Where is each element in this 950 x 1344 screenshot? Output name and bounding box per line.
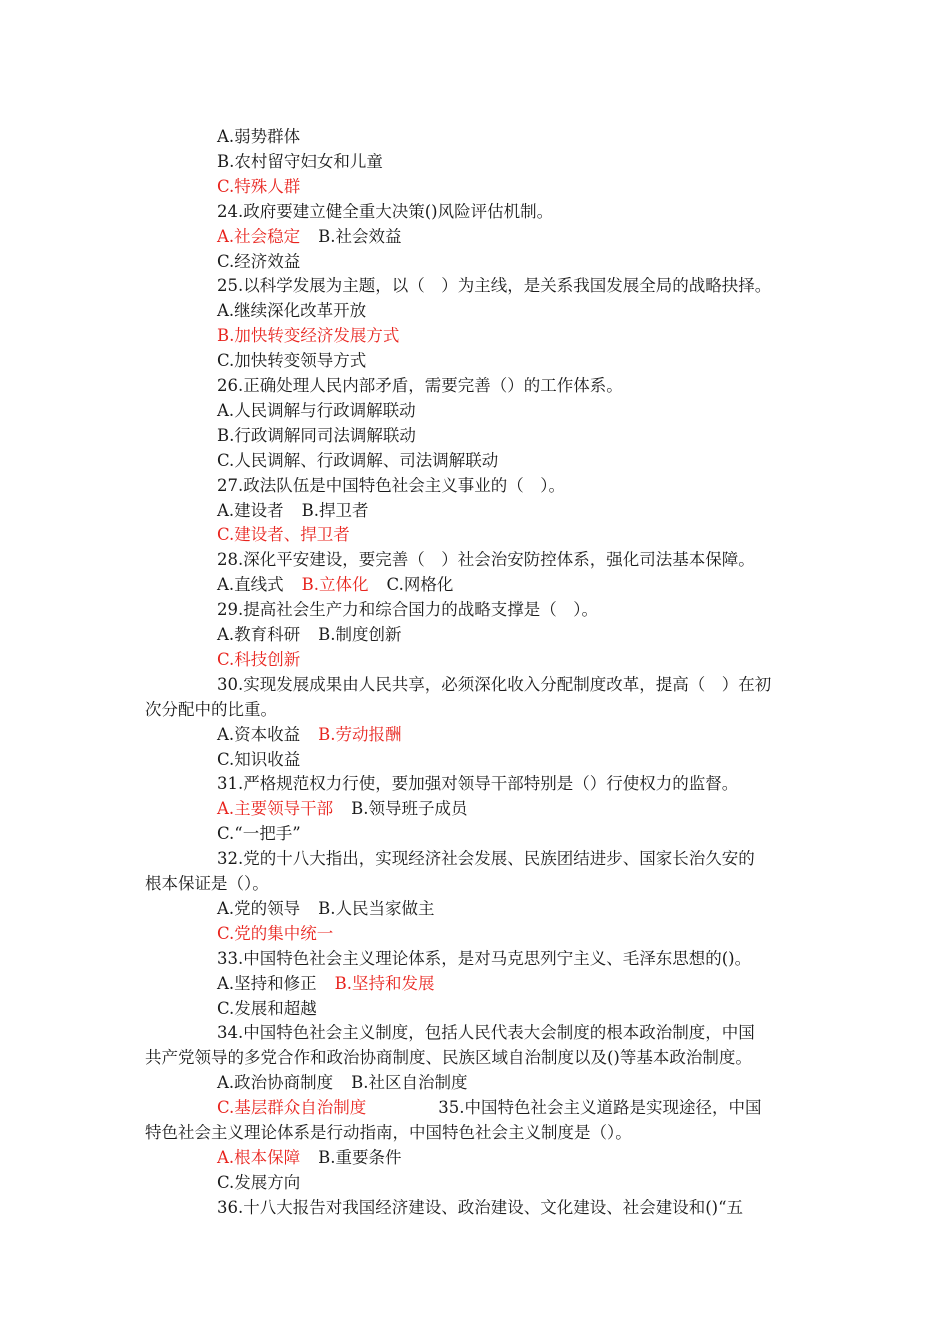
text-line <box>217 224 402 249</box>
text-segment: 32.党的十八大指出，实现经济社会发展、民族团结进步、国家长治久安的 <box>217 849 755 869</box>
text-segment: C.人民调解、行政调解、司法调解联动 <box>217 450 499 470</box>
text-line <box>217 298 366 323</box>
text-line <box>217 921 333 946</box>
answer-option-highlighted: A.根本保障 <box>217 1147 301 1167</box>
answer-option-highlighted: C.特殊人群 <box>217 176 301 196</box>
answer-option-highlighted: A.社会稳定 <box>217 226 301 246</box>
answer-option-highlighted: B.加快转变经济发展方式 <box>217 326 400 346</box>
text-segment: 共产党领导的多党合作和政治协商制度、民族区域自治制度以及()等基本政治制度。 <box>145 1048 752 1068</box>
text-segment: 根本保证是（）。 <box>145 874 269 893</box>
text-line <box>217 1020 755 1045</box>
text-line <box>217 1095 762 1120</box>
text-line <box>217 647 300 672</box>
text-segment: 特色社会主义理论体系是行动指南，中国特色社会主义制度是（）。 <box>145 1123 632 1142</box>
text-segment: B.农村留守妇女和儿童 <box>217 151 383 171</box>
text-line <box>217 448 498 473</box>
text-line <box>217 547 755 572</box>
text-segment: 31.严格规范权力行使，要加强对领导干部特别是（）行使权力的监督。 <box>217 774 739 794</box>
answer-option-highlighted: A.主要领导干部 <box>217 799 334 819</box>
text-line <box>217 522 350 547</box>
text-segment: 35.中国特色社会主义道路是实现途径，中国 <box>438 1098 762 1118</box>
answer-option-highlighted: B.立体化 <box>301 575 369 595</box>
text-line <box>217 622 402 647</box>
text-line <box>217 199 553 224</box>
text-line <box>217 373 623 398</box>
text-segment: 25.以科学发展为主题，以（ ）为主线，是关系我国发展全局的战略抉择。 <box>217 276 772 296</box>
text-line <box>145 697 277 722</box>
text-line <box>217 796 468 821</box>
text-segment: 36.十八大报告对我国经济建设、政治建设、文化建设、社会建设和()“五 <box>217 1197 744 1217</box>
text-segment: 26.正确处理人民内部矛盾，需要完善（）的工作体系。 <box>217 376 623 395</box>
text-segment: A.资本收益 <box>217 724 301 744</box>
text-line <box>217 821 301 846</box>
text-segment: C.加快转变领导方式 <box>217 351 367 371</box>
text-line <box>217 846 755 871</box>
text-segment: C.知识收益 <box>217 749 301 769</box>
answer-option-highlighted: C.建设者、捍卫者 <box>217 525 350 545</box>
text-segment: A.党的领导 <box>217 898 301 918</box>
text-segment: A.人民调解与行政调解联动 <box>217 400 416 420</box>
text-line <box>217 348 366 373</box>
text-line <box>217 747 300 772</box>
text-segment: 29.提高社会生产力和综合国力的战略支撑是（ ）。 <box>217 600 598 620</box>
answer-option-highlighted: C.党的集中统一 <box>217 923 334 943</box>
text-line <box>217 273 771 298</box>
text-segment: C.网格化 <box>386 575 454 595</box>
text-line <box>217 771 738 796</box>
text-segment: C.“一把手” <box>217 824 301 844</box>
text-segment: A.继续深化改革开放 <box>217 301 367 321</box>
text-segment: A.弱势群体 <box>217 127 301 146</box>
text-line <box>217 498 369 523</box>
text-segment: C.经济效益 <box>217 251 301 271</box>
answer-option-highlighted: C.科技创新 <box>217 649 301 669</box>
text-segment: C.发展和超越 <box>217 998 317 1018</box>
text-segment: B.社会效益 <box>318 226 402 246</box>
answer-option-highlighted: C.基层群众自治制度 <box>217 1098 367 1118</box>
text-segment: 27.政法队伍是中国特色社会主义事业的（ ）。 <box>217 475 565 495</box>
text-segment: 30.实现发展成果由人民共享，必须深化收入分配制度改革，提高（ ）在初 <box>217 674 772 694</box>
text-line <box>217 473 565 498</box>
text-line <box>217 996 317 1021</box>
text-segment: 34.中国特色社会主义制度，包括人民代表大会制度的根本政治制度，中国 <box>217 1023 755 1043</box>
text-line <box>217 323 399 348</box>
text-segment: C.发展方向 <box>217 1172 301 1192</box>
text-line <box>145 1045 752 1070</box>
text-line <box>217 398 416 423</box>
text-line <box>217 896 435 921</box>
text-line <box>145 1120 632 1145</box>
text-segment: A.坚持和修正 <box>217 973 317 993</box>
text-segment: 33.中国特色社会主义理论体系，是对马克思列宁主义、毛泽东思想的()。 <box>217 948 752 968</box>
text-line <box>217 124 300 149</box>
text-segment: B.捍卫者 <box>301 500 369 520</box>
text-segment: 28.深化平安建设，要完善（ ）社会治安防控体系，强化司法基本保障。 <box>217 550 755 570</box>
text-line <box>217 1070 468 1095</box>
text-segment: A.教育科研 <box>217 625 301 644</box>
text-segment: B.社区自治制度 <box>351 1073 468 1093</box>
text-segment: 次分配中的比重。 <box>145 699 277 719</box>
text-segment: B.领导班子成员 <box>351 799 468 819</box>
text-line <box>217 722 402 747</box>
text-segment: A.建设者 <box>217 500 284 520</box>
text-line <box>217 174 300 199</box>
text-segment: 24.政府要建立健全重大决策()风险评估机制。 <box>217 201 554 221</box>
text-line <box>217 971 435 996</box>
text-segment: B.重要条件 <box>318 1147 402 1167</box>
text-line <box>217 597 598 622</box>
answer-option-highlighted: B.劳动报酬 <box>318 724 402 744</box>
text-line <box>217 1145 402 1170</box>
text-line <box>217 672 771 697</box>
text-segment: A.政治协商制度 <box>217 1073 334 1093</box>
text-line <box>217 249 300 274</box>
text-segment: A.直线式 <box>217 575 284 595</box>
text-line <box>217 1170 300 1195</box>
text-line <box>217 572 453 597</box>
text-segment: B.行政调解同司法调解联动 <box>217 425 416 445</box>
text-line <box>217 1195 743 1220</box>
text-line <box>217 423 416 448</box>
text-segment: B.人民当家做主 <box>318 898 435 918</box>
text-segment: B.制度创新 <box>318 625 402 644</box>
answer-option-highlighted: B.坚持和发展 <box>334 973 435 993</box>
text-line <box>217 149 383 174</box>
text-line <box>145 871 269 896</box>
text-line <box>217 946 751 971</box>
